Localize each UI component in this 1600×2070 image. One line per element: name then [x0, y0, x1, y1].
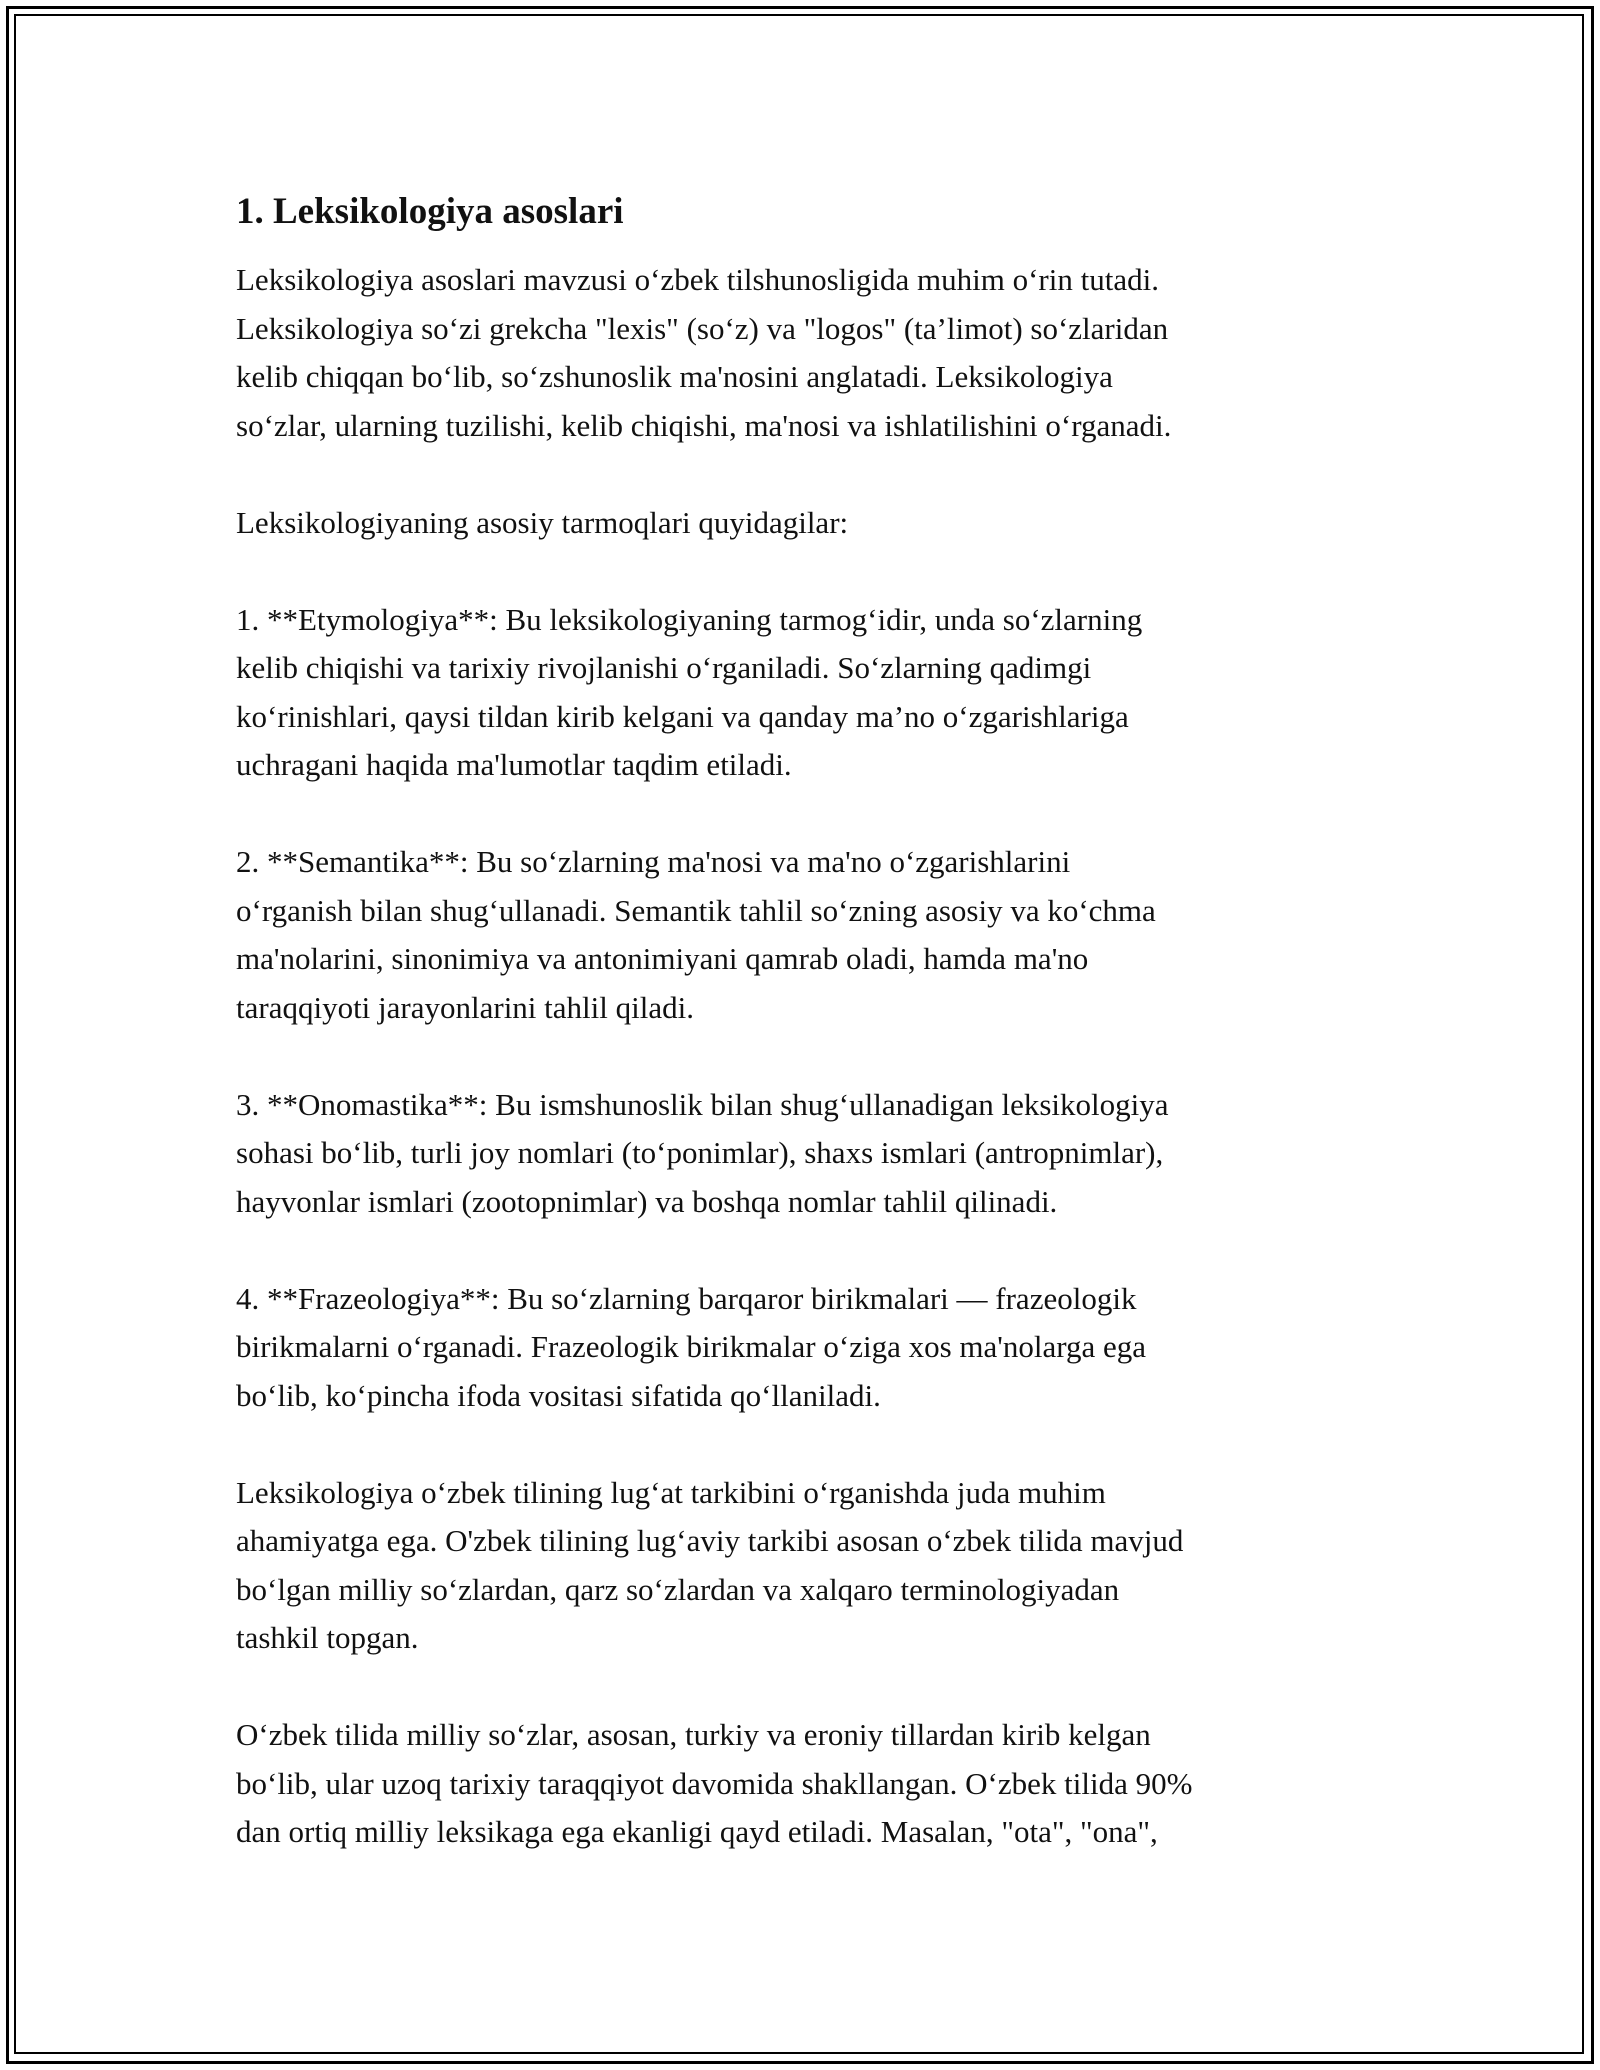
paragraph: [236, 256, 1396, 450]
paragraph-line: uchragani haqida ma'lumotlar taqdim etiladi.: [236, 747, 792, 782]
paragraph-line: birikmalarni o‘rganadi. Frazeologik birikmalar o‘ziga xos ma'nolarga ega: [236, 1329, 1147, 1364]
paragraph-list: [236, 256, 1396, 1857]
paragraph: [236, 838, 1396, 1032]
paragraph-line: kelib chiqqan bo‘lib, so‘zshunoslik ma'nosini anglatadi. Leksikologiya: [236, 359, 1113, 394]
paragraph-line: kelib chiqishi va tarixiy rivojlanishi o‘rganiladi. So‘zlarning qadimgi: [236, 650, 1092, 685]
paragraph-line: hayvonlar ismlari (zootopnimlar) va boshqa nomlar tahlil qilinadi.: [236, 1183, 1058, 1219]
paragraph: [236, 1275, 1396, 1421]
paragraph: [236, 499, 1396, 548]
paragraph-line: tashkil topgan.: [236, 1620, 419, 1655]
section-heading: 1. Leksikologiya asoslari: [236, 191, 624, 232]
paragraph: [236, 596, 1396, 790]
paragraph-line: sohasi bo‘lib, turli joy nomlari (to‘ponimlar), shaxs ismlari (antropnimlar),: [236, 1135, 1164, 1170]
paragraph-line: Leksikologiya o‘zbek tilining lug‘at tarkibini o‘rganishda juda muhim: [236, 1474, 1106, 1510]
paragraph-line: o‘rganish bilan shug‘ullanadi. Semantik tahlil so‘zning asosiy va ko‘chma: [236, 892, 1156, 928]
paragraph-line: O‘zbek tilida milliy so‘zlar, asosan, turkiy va eroniy tillardan kirib kelgan: [236, 1717, 1151, 1752]
paragraph-line: Leksikologiya asoslari mavzusi o‘zbek tilshunosligida muhim o‘rin tutadi.: [236, 262, 1159, 297]
paragraph: [236, 1081, 1396, 1227]
paragraph-line: taraqqiyoti jarayonlarini tahlil qiladi.: [236, 989, 694, 1025]
document-body: [236, 188, 1396, 1905]
paragraph-line: 1. **Etymologiya**: Bu leksikologiyaning tarmog‘idir, unda so‘zlarning: [236, 601, 1143, 637]
paragraph-line: ko‘rinishlari, qaysi tildan kirib kelgani va qanday ma’no o‘zgarishlariga: [236, 698, 1129, 734]
paragraph-line: bo‘lib, ular uzoq tarixiy taraqqiyot davomida shakllangan. O‘zbek tilida 90%: [236, 1765, 1193, 1801]
paragraph: [236, 1469, 1396, 1663]
paragraph-line: ahamiyatga ega. O'zbek tilining lug‘aviy tarkibi asosan o‘zbek tilida mavjud: [236, 1523, 1184, 1558]
paragraph-line: dan ortiq milliy leksikaga ega ekanligi qayd etiladi. Masalan, "ota", "ona",: [236, 1814, 1158, 1849]
paragraph-line: Leksikologiya so‘zi grekcha "lexis" (so‘z) va "logos" (ta’limot) so‘zlaridan: [236, 310, 1169, 346]
paragraph-line: bo‘lgan milliy so‘zlardan, qarz so‘zlardan va xalqaro terminologiyadan: [236, 1571, 1120, 1607]
paragraph-line: 2. **Semantika**: Bu so‘zlarning ma'nosi va ma'no o‘zgarishlarini: [236, 844, 1071, 879]
paragraph-line: 4. **Frazeologiya**: Bu so‘zlarning barqaror birikmalari — frazeologik: [236, 1280, 1137, 1316]
paragraph: [236, 1711, 1396, 1857]
paragraph-line: ma'nolarini, sinonimiya va antonimiyani qamrab oladi, hamda ma'no: [236, 941, 1089, 976]
paragraph-line: so‘zlar, ularning tuzilishi, kelib chiqishi, ma'nosi va ishlatilishini o‘rganadi.: [236, 407, 1172, 443]
paragraph-line: 3. **Onomastika**: Bu ismshunoslik bilan shug‘ullanadigan leksikologiya: [236, 1086, 1169, 1122]
paragraph-line: Leksikologiyaning asosiy tarmoqlari quyidagilar:: [236, 504, 849, 540]
paragraph-line: bo‘lib, ko‘pincha ifoda vositasi sifatida qo‘llaniladi.: [236, 1377, 881, 1413]
